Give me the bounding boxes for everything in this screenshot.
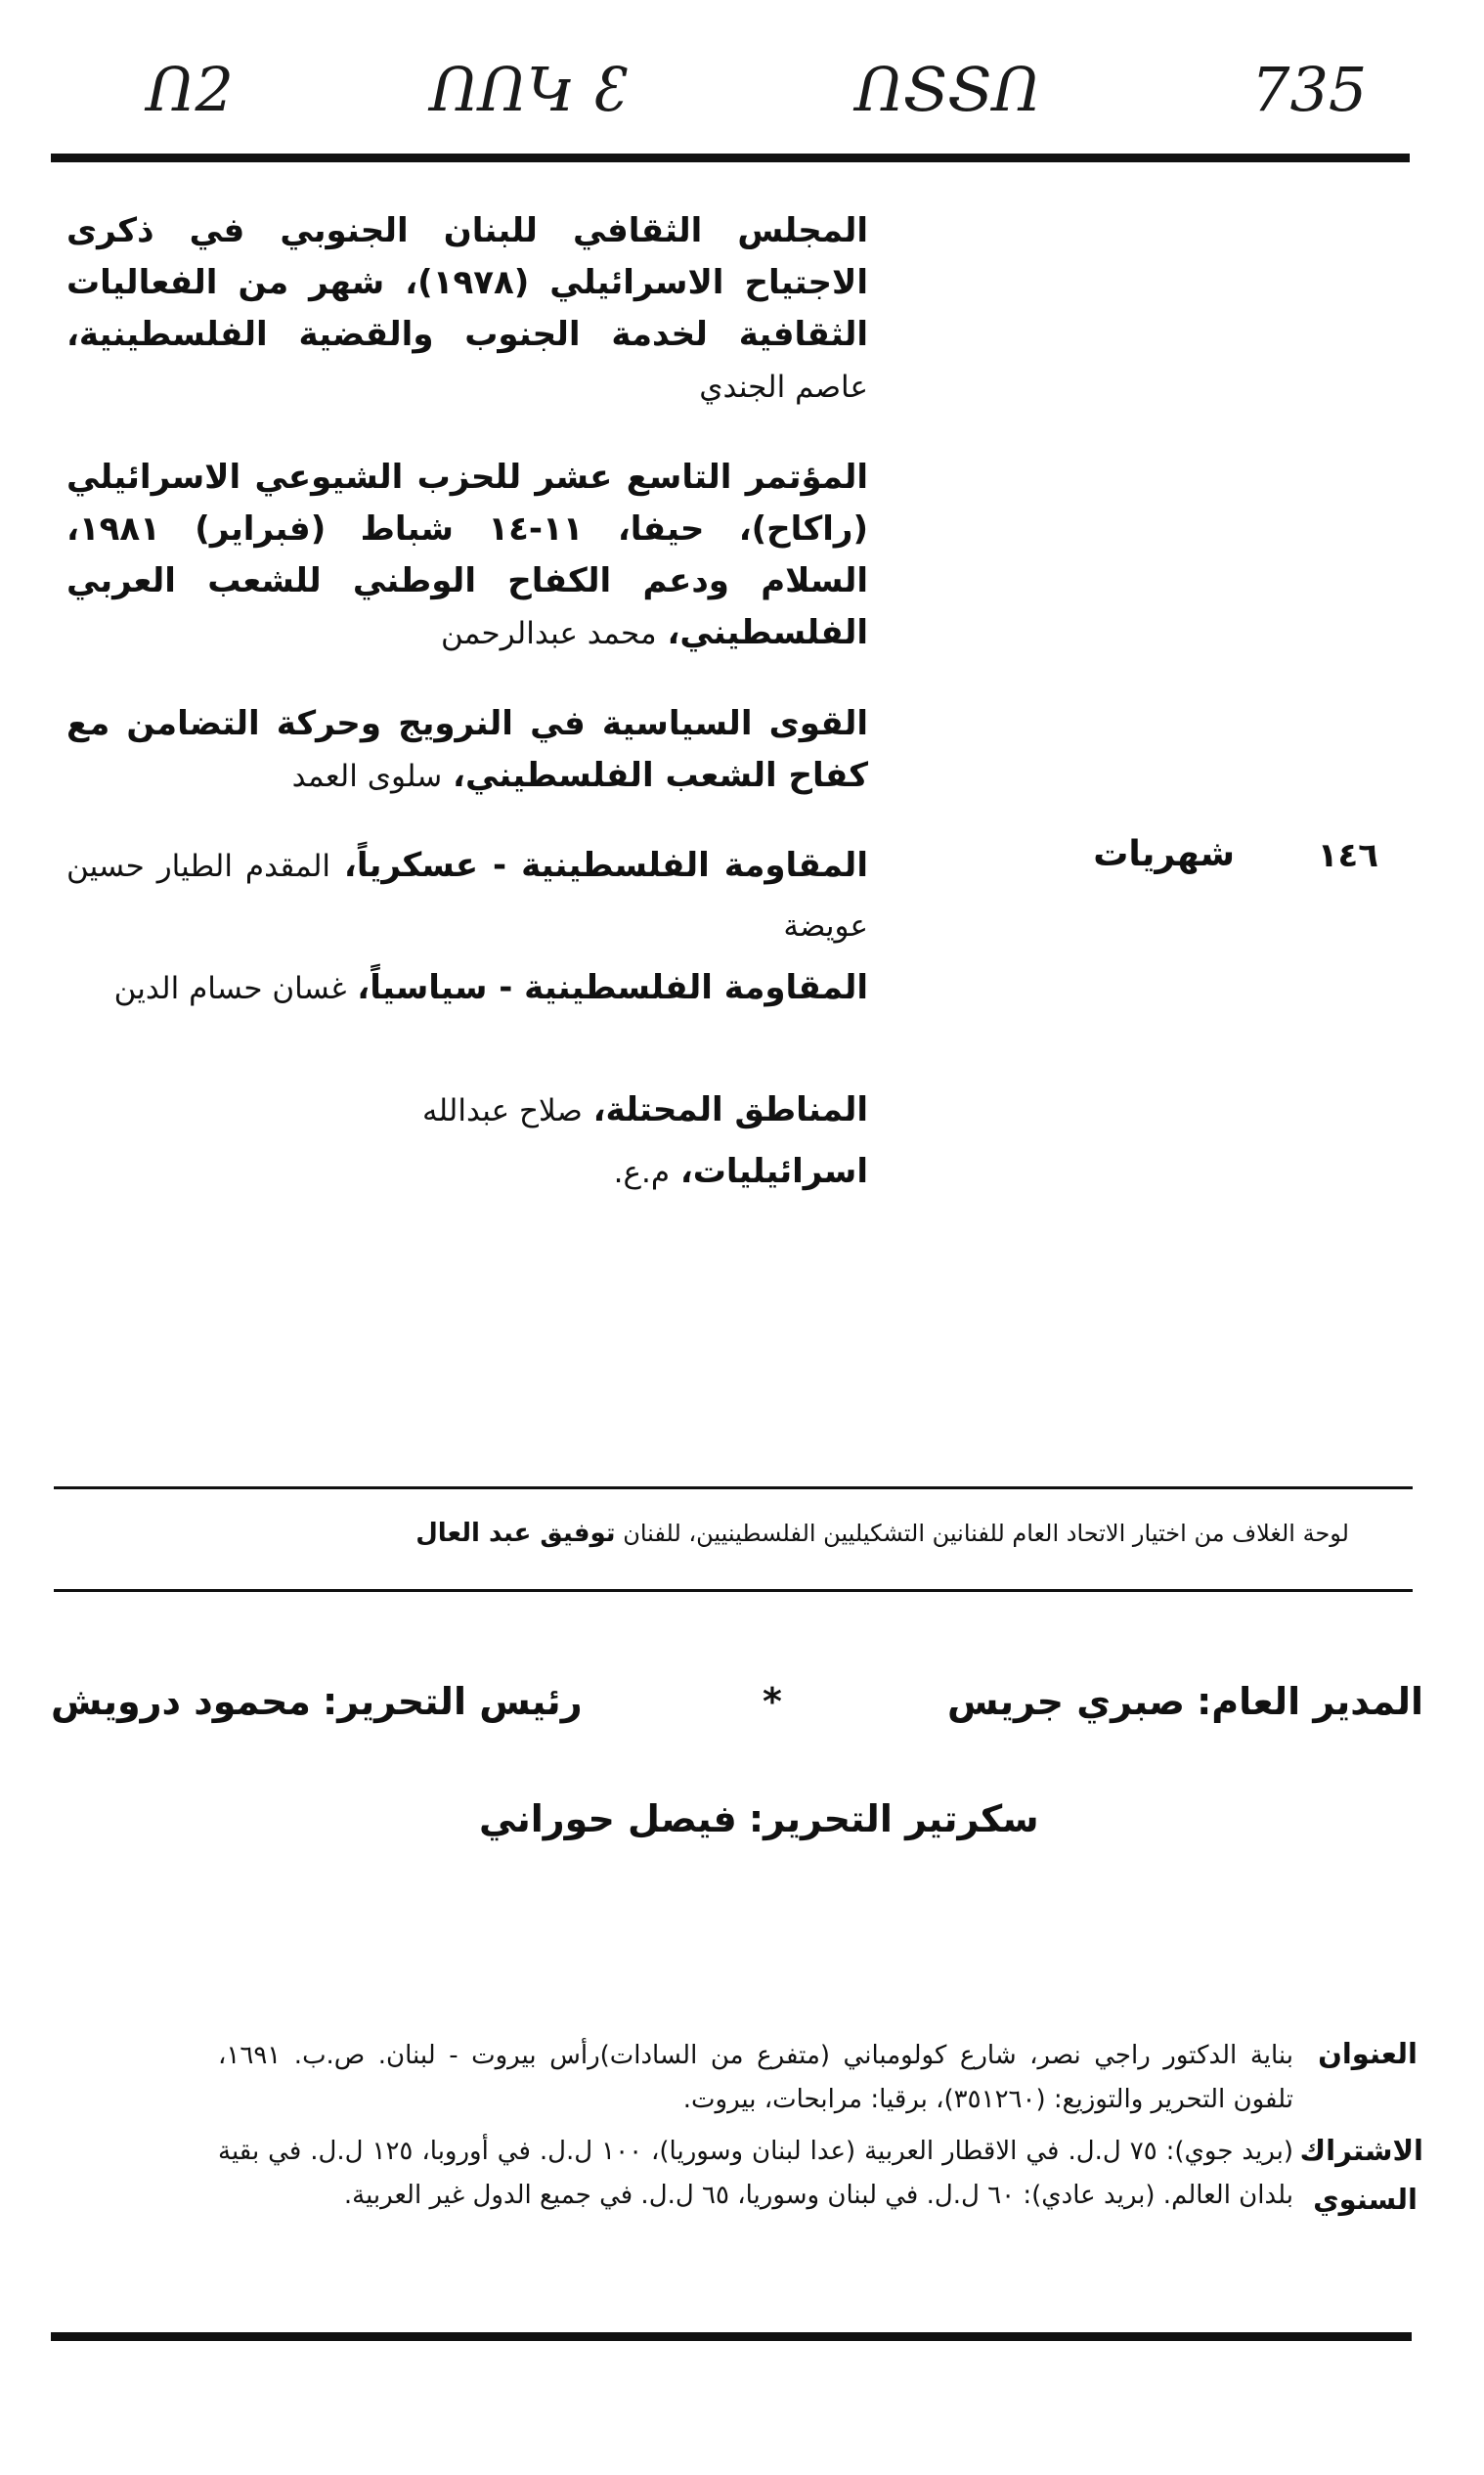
list-item [66, 698, 868, 803]
entry-title: القوى السياسية في النرويج وحركة التضامن مع كفاح الشعب الفلسطيني، [66, 704, 868, 795]
cover-note-text: لوحة الغلاف من اختيار الاتحاد العام للفنانين التشكيليين الفلسطينيين، للفنان [623, 1520, 1349, 1547]
entry-title: المناطق المحتلة، [592, 1090, 868, 1129]
handwritten-mark-2: ՈՈԿ ꜫ [430, 54, 630, 125]
secretary-name: فيصل حوراني [479, 1797, 737, 1840]
cover-note-top-rule [54, 1486, 1413, 1489]
entry-title: المقاومة الفلسطينية - سياسياً، [357, 968, 868, 1007]
cover-note [98, 1519, 1349, 1548]
bottom-rule [51, 2332, 1412, 2341]
entry-author: غسان حسام الدين [113, 971, 347, 1006]
editor-in-chief [51, 1680, 583, 1723]
entry-title: اسرائيليات، [679, 1152, 868, 1191]
list-item [66, 958, 868, 1018]
list-item [66, 1142, 868, 1202]
list-item [66, 452, 868, 660]
cover-note-bottom-rule [54, 1589, 1413, 1592]
entry-author: سلوى العمد [291, 759, 443, 794]
entry-author: عاصم الجندي [699, 370, 868, 405]
subscription-label-1: الاشتراك [1299, 2134, 1423, 2167]
director [947, 1680, 1423, 1723]
cover-note-artist: توفيق عبد العال [415, 1519, 616, 1548]
entry-title: المقاومة الفلسطينية - عسكرياً، [343, 846, 868, 885]
subscription-label-2: السنوي [1313, 2183, 1418, 2216]
top-rule [51, 154, 1410, 162]
editor-label: رئيس التحرير: [323, 1680, 583, 1723]
entry-author: صلاح عبدالله [422, 1093, 583, 1128]
list-item [66, 205, 868, 414]
subscription-text: (بريد جوي): ٧٥ ل.ل. في الاقطار العربية (عدا لبنان وسوريا)، ١٠٠ ل.ل. في أوروبا، ١٢٥ ل.ل. في بقية بلدان العالم. (بريد عادي): ٦٠ ل.ل. في لبنان وسوريا، ٦٥ ل.ل. في جميع الدول غير العربية. [218, 2137, 1293, 2210]
editor-name: محمود درويش [51, 1680, 311, 1723]
editorial-secretary [479, 1797, 1039, 1840]
entry-author: محمد عبدالرحمن [440, 616, 657, 651]
staff-separator: * [763, 1680, 782, 1723]
director-label: المدير العام: [1197, 1680, 1423, 1723]
entry-author: م.ع. [613, 1155, 671, 1190]
secretary-label: سكرتير التحرير: [748, 1797, 1039, 1840]
section-page-number: ١٤٦ [1317, 836, 1378, 875]
handwritten-mark-1: Ո2 [147, 54, 234, 125]
entry-title: المجلس الثقافي للبنان الجنوبي في ذكرى الاجتياح الاسرائيلي (١٩٧٨)، شهر من الفعاليات الثقافية لخدمة الجنوب والقضية الفلسطينية، [66, 211, 868, 354]
entry-author: المقدم الطيار حسين عويضة [66, 849, 868, 944]
address-label: العنوان [1318, 2037, 1418, 2070]
address-text: بناية الدكتور راجي نصر، شارع كولومباني (متفرع من السادات)رأس بيروت - لبنان. ص.ب. ١٦٩١، تلفون التحرير والتوزيع: (٣٥١٢٦٠)، برقيا: مرابحات، بيروت. [218, 2041, 1293, 2114]
handwritten-mark-3: ՈՏՏՈ [855, 54, 1041, 125]
handwritten-mark-4: 735 [1251, 54, 1368, 125]
section-heading: شهريات [1093, 834, 1235, 874]
list-item [66, 836, 868, 955]
entry-title: المؤتمر التاسع عشر للحزب الشيوعي الاسرائيلي (راكاح)، حيفا، ١١-١٤ شباط (فبراير) ١٩٨١، السلام ودعم الكفاح الوطني للشعب العربي الفلسطيني، [66, 458, 868, 652]
director-name: صبري جريس [947, 1680, 1185, 1723]
list-item [66, 1081, 868, 1140]
